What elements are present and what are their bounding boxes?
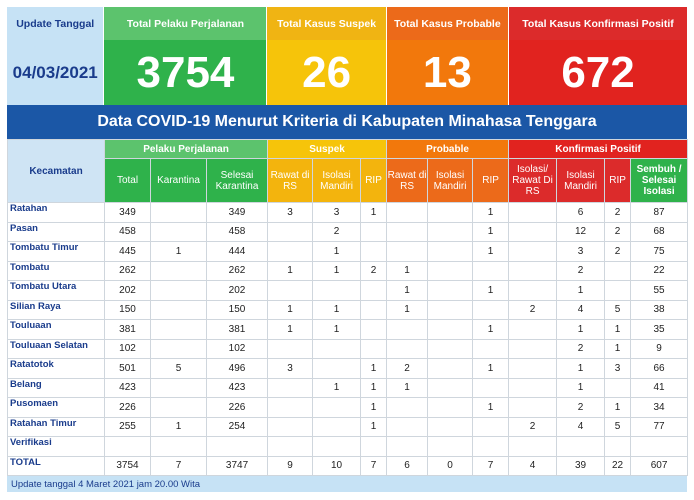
table-cell: [268, 417, 313, 437]
group-probable: Probable: [387, 140, 509, 159]
col-header: Sembuh / Selesai Isolasi: [631, 159, 688, 203]
table-cell: 5: [151, 359, 207, 379]
col-header: Isolasi/ Rawat Di RS: [509, 159, 557, 203]
table-cell: 1: [313, 378, 361, 398]
table-cell: [605, 378, 631, 398]
kecamatan-name: Belang: [8, 378, 105, 398]
col-header: Rawat di RS: [387, 159, 428, 203]
table-cell: [268, 222, 313, 242]
table-row: [8, 437, 688, 457]
table-row: [8, 359, 688, 379]
table-cell: 1: [361, 417, 387, 437]
table-cell: [428, 398, 473, 418]
table-row: [8, 203, 688, 223]
page-title: Data COVID-19 Menurut Kriteria di Kabupaten Minahasa Tenggara: [7, 105, 687, 139]
table-cell: [361, 320, 387, 340]
total-probable-card: [387, 7, 509, 105]
table-cell: 1: [473, 359, 509, 379]
table-cell: 2: [509, 417, 557, 437]
table-cell: [428, 437, 473, 457]
table-cell: 1: [557, 359, 605, 379]
table-cell: 1: [361, 378, 387, 398]
table-cell: 2: [557, 339, 605, 359]
table-cell: [387, 398, 428, 418]
table-row: [8, 339, 688, 359]
table-cell: [151, 203, 207, 223]
kecamatan-header: Kecamatan: [8, 140, 105, 203]
col-header: Isolasi Mandiri: [428, 159, 473, 203]
table-cell: 5: [605, 300, 631, 320]
kecamatan-name: Touluaan: [8, 320, 105, 340]
table-cell: [473, 300, 509, 320]
table-cell: [473, 437, 509, 457]
table-cell: 6: [387, 456, 428, 476]
table-cell: [361, 339, 387, 359]
table-cell: [605, 261, 631, 281]
table-cell: [268, 339, 313, 359]
table-cell: 2: [313, 222, 361, 242]
total-suspek-card: [267, 7, 386, 105]
table-cell: 349: [105, 203, 151, 223]
table-cell: 1: [268, 261, 313, 281]
table-cell: [313, 437, 361, 457]
table-cell: 423: [105, 378, 151, 398]
table-cell: [361, 300, 387, 320]
table-cell: 3: [313, 203, 361, 223]
table-cell: [361, 242, 387, 262]
table-cell: 35: [631, 320, 688, 340]
table-cell: 2: [509, 300, 557, 320]
table-cell: 2: [605, 242, 631, 262]
table-cell: [557, 437, 605, 457]
table-row: [8, 320, 688, 340]
kecamatan-name: Verifikasi: [8, 437, 105, 457]
table-cell: 4: [509, 456, 557, 476]
table-cell: [268, 378, 313, 398]
col-header: Total: [105, 159, 151, 203]
table-cell: 255: [105, 417, 151, 437]
group-konfirmasi-positif: Konfirmasi Positif: [509, 140, 688, 159]
table-cell: 2: [557, 261, 605, 281]
table-cell: 3: [268, 203, 313, 223]
total-probable-value: 13: [422, 47, 472, 97]
col-header: Karantina: [151, 159, 207, 203]
table-cell: 77: [631, 417, 688, 437]
table-cell: [428, 242, 473, 262]
col-header: Isolasi Mandiri: [313, 159, 361, 203]
table-cell: [473, 378, 509, 398]
table-cell: [151, 261, 207, 281]
kecamatan-name: Tombatu Timur: [8, 242, 105, 262]
table-cell: 1: [268, 300, 313, 320]
table-cell: [268, 437, 313, 457]
kecamatan-name: Silian Raya: [8, 300, 105, 320]
table-cell: 3: [268, 359, 313, 379]
table-cell: [428, 378, 473, 398]
kecamatan-name: Touluaan Selatan: [8, 339, 105, 359]
total-probable-label: Total Kasus Probable: [387, 7, 508, 40]
table-cell: [387, 320, 428, 340]
table-cell: 34: [631, 398, 688, 418]
table-row: [8, 300, 688, 320]
table-cell: 3747: [207, 456, 268, 476]
table-cell: 87: [631, 203, 688, 223]
table-cell: [387, 417, 428, 437]
table-row: [8, 222, 688, 242]
total-pelaku-perjalanan-label: Total Pelaku Perjalanan: [104, 7, 266, 40]
table-cell: 226: [207, 398, 268, 418]
table-cell: 6: [557, 203, 605, 223]
table-row: [8, 398, 688, 418]
total-suspek-value: 26: [302, 47, 352, 97]
table-cell: 75: [631, 242, 688, 262]
total-pelaku-perjalanan-card: [104, 7, 267, 105]
total-row: [8, 456, 688, 476]
col-header: Selesai Karantina: [207, 159, 268, 203]
table-cell: [605, 281, 631, 301]
table-cell: [313, 398, 361, 418]
table-cell: [509, 378, 557, 398]
table-cell: 1: [361, 203, 387, 223]
total-konfirmasi-value: 672: [561, 47, 635, 97]
table-cell: 1: [605, 398, 631, 418]
table-cell: 501: [105, 359, 151, 379]
table-cell: 2: [361, 261, 387, 281]
table-cell: 1: [473, 203, 509, 223]
table-cell: 39: [557, 456, 605, 476]
table-cell: 3: [557, 242, 605, 262]
table-cell: 254: [207, 417, 268, 437]
table-cell: 41: [631, 378, 688, 398]
table-row: [8, 261, 688, 281]
table-cell: 5: [605, 417, 631, 437]
table-cell: [387, 339, 428, 359]
table-cell: 262: [207, 261, 268, 281]
table-cell: [313, 417, 361, 437]
table-cell: 458: [207, 222, 268, 242]
table-cell: [207, 437, 268, 457]
footer-update-note: Update tanggal 4 Maret 2021 jam 20.00 Wita: [7, 476, 687, 492]
table-cell: [268, 398, 313, 418]
kecamatan-name: Ratahan Timur: [8, 417, 105, 437]
table-cell: [151, 222, 207, 242]
table-cell: [105, 437, 151, 457]
table-cell: 1: [557, 378, 605, 398]
table-row: [8, 242, 688, 262]
table-cell: 444: [207, 242, 268, 262]
table-cell: [473, 339, 509, 359]
table-cell: 9: [268, 456, 313, 476]
table-cell: [509, 261, 557, 281]
summary-stats: [7, 7, 687, 105]
table-cell: [509, 222, 557, 242]
table-cell: 7: [473, 456, 509, 476]
table-cell: 1: [268, 320, 313, 340]
dashboard: [7, 7, 687, 492]
table-cell: [387, 222, 428, 242]
table-cell: [509, 242, 557, 262]
table-cell: 1: [473, 242, 509, 262]
table-cell: 150: [207, 300, 268, 320]
table-cell: 349: [207, 203, 268, 223]
table-cell: [361, 222, 387, 242]
table-cell: [151, 320, 207, 340]
table-cell: 1: [361, 359, 387, 379]
table-cell: 0: [428, 456, 473, 476]
table-cell: 2: [605, 222, 631, 242]
table-cell: [313, 359, 361, 379]
table-cell: 1: [473, 398, 509, 418]
table-cell: 202: [105, 281, 151, 301]
table-cell: 2: [557, 398, 605, 418]
table-cell: 10: [313, 456, 361, 476]
table-cell: 1: [605, 320, 631, 340]
col-header: RIP: [361, 159, 387, 203]
table-cell: 423: [207, 378, 268, 398]
table-cell: 226: [105, 398, 151, 418]
table-cell: 102: [207, 339, 268, 359]
table-cell: [473, 261, 509, 281]
table-cell: [387, 437, 428, 457]
table-cell: [428, 359, 473, 379]
table-cell: 4: [557, 417, 605, 437]
table-cell: 202: [207, 281, 268, 301]
table-cell: [509, 320, 557, 340]
table-cell: 1: [387, 261, 428, 281]
table-cell: 102: [105, 339, 151, 359]
table-row: [8, 417, 688, 437]
table-cell: 3754: [105, 456, 151, 476]
table-cell: [605, 437, 631, 457]
table-cell: 150: [105, 300, 151, 320]
table-cell: [509, 339, 557, 359]
table-cell: 1: [313, 261, 361, 281]
table-cell: [313, 339, 361, 359]
table-cell: 381: [105, 320, 151, 340]
table-cell: 7: [151, 456, 207, 476]
table-cell: 1: [473, 222, 509, 242]
table-cell: 496: [207, 359, 268, 379]
table-cell: 1: [151, 242, 207, 262]
table-cell: 4: [557, 300, 605, 320]
table-cell: 68: [631, 222, 688, 242]
table-cell: [361, 437, 387, 457]
table-cell: 458: [105, 222, 151, 242]
table-cell: 1: [605, 339, 631, 359]
table-cell: 1: [387, 300, 428, 320]
table-cell: [509, 203, 557, 223]
table-cell: 1: [313, 320, 361, 340]
table-cell: 262: [105, 261, 151, 281]
table-cell: [428, 320, 473, 340]
table-cell: [428, 417, 473, 437]
table-cell: [428, 203, 473, 223]
table-cell: [428, 261, 473, 281]
group-suspek: Suspek: [268, 140, 387, 159]
total-suspek-label: Total Kasus Suspek: [267, 7, 385, 40]
table-cell: 1: [473, 281, 509, 301]
table-cell: [151, 339, 207, 359]
table-cell: 445: [105, 242, 151, 262]
col-header: Isolasi Mandiri: [557, 159, 605, 203]
table-cell: [428, 222, 473, 242]
table-cell: [151, 281, 207, 301]
table-cell: 22: [631, 261, 688, 281]
kecamatan-name: Pusomaen: [8, 398, 105, 418]
table-cell: 381: [207, 320, 268, 340]
table-cell: 2: [387, 359, 428, 379]
table-cell: [387, 203, 428, 223]
kecamatan-name: Ratahan: [8, 203, 105, 223]
col-header: Rawat di RS: [268, 159, 313, 203]
table-cell: [151, 300, 207, 320]
table-cell: [473, 417, 509, 437]
table-cell: 1: [151, 417, 207, 437]
table-cell: 22: [605, 456, 631, 476]
kecamatan-name: Tombatu Utara: [8, 281, 105, 301]
table-cell: [509, 437, 557, 457]
table-cell: [268, 242, 313, 262]
table-cell: [428, 281, 473, 301]
table-row: [8, 281, 688, 301]
table-cell: 1: [313, 242, 361, 262]
table-cell: [151, 378, 207, 398]
table-body: [8, 203, 688, 476]
table-cell: [151, 437, 207, 457]
table-cell: 7: [361, 456, 387, 476]
total-pelaku-perjalanan-value: 3754: [136, 47, 235, 97]
covid-data-table: [7, 139, 688, 476]
total-konfirmasi-card: [509, 7, 687, 105]
table-cell: 66: [631, 359, 688, 379]
table-cell: [509, 398, 557, 418]
table-cell: [509, 281, 557, 301]
table-cell: 12: [557, 222, 605, 242]
table-cell: 38: [631, 300, 688, 320]
total-konfirmasi-label: Total Kasus Konfirmasi Positif: [509, 7, 687, 40]
kecamatan-name: Tombatu: [8, 261, 105, 281]
table-cell: [268, 281, 313, 301]
table-cell: [428, 300, 473, 320]
table-cell: 1: [387, 281, 428, 301]
kecamatan-name: Ratatotok: [8, 359, 105, 379]
table-cell: 1: [557, 281, 605, 301]
group-pelaku-perjalanan: Pelaku Perjalanan: [105, 140, 268, 159]
table-cell: 1: [313, 300, 361, 320]
table-cell: 1: [557, 320, 605, 340]
table-cell: 2: [605, 203, 631, 223]
table-cell: [387, 242, 428, 262]
table-cell: 1: [473, 320, 509, 340]
table-cell: 9: [631, 339, 688, 359]
table-cell: 1: [387, 378, 428, 398]
table-cell: 3: [605, 359, 631, 379]
table-cell: 55: [631, 281, 688, 301]
kecamatan-name: TOTAL: [8, 456, 105, 476]
table-cell: [361, 281, 387, 301]
col-header: RIP: [473, 159, 509, 203]
kecamatan-name: Pasan: [8, 222, 105, 242]
update-date-label: Update Tanggal: [16, 17, 95, 30]
update-date-card: [7, 7, 104, 105]
col-header: RIP: [605, 159, 631, 203]
table-cell: [151, 398, 207, 418]
table-row: [8, 378, 688, 398]
table-cell: [313, 281, 361, 301]
table-cell: 607: [631, 456, 688, 476]
table-cell: [509, 359, 557, 379]
table-cell: 1: [361, 398, 387, 418]
update-date-value: 04/03/2021: [12, 62, 98, 82]
table-cell: [428, 339, 473, 359]
table-cell: [631, 437, 688, 457]
